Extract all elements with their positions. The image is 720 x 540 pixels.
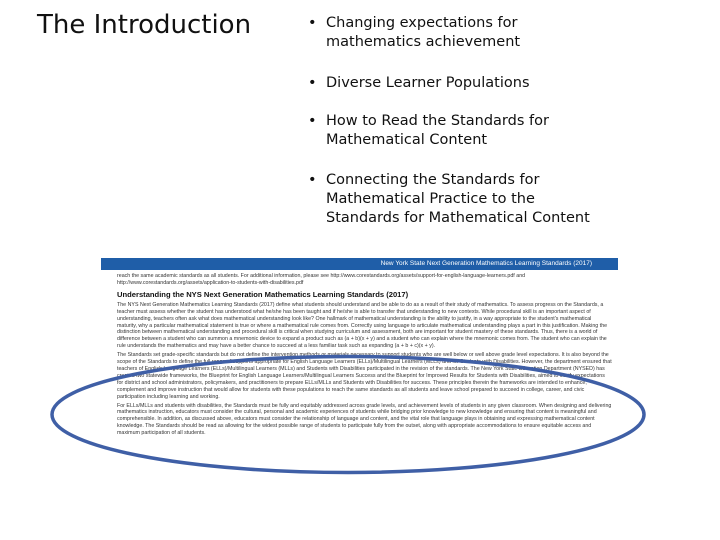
- document-paragraph: The NYS Next Generation Mathematics Learning Standards (2017) define what students should understand and be able to do as a result of their study of mathematics. To assess progress on the Standards, a teacher must assess whether the student has understood what he/she has been taught and if he/she is able to transfer that understanding to new contexts. While procedural skill is an important aspect of understanding, teachers often ask what does mathematical understanding look like? One hallmark of mathematical understanding is the ability to justify, in a way appropriate to the student's mathematical maturity, why a particular mathematical statement is true or where a mathematical rule comes from. Correctly using language to articulate mathematical understanding plays a part in this justification. Making the distinction between mathematical understanding and procedural skill is critical when studying curriculum and assessment, both are important for student mastery of these standards. Thus, there is a world of difference between a student who can summon a mnemonic device to expand a product such as (a + b)(x + y) and a student who can explain where the mnemonic comes from. The student who can explain the rule understands the mathematics and may have a better chance to succeed at a less familiar task such as expanding (a + b + c)(x + y).: [117, 301, 608, 350]
- bullet-text: Changing expectations for mathematics achievement: [326, 15, 521, 50]
- document-paragraph: For ELLs/MLLs and students with disabilities, the Standards must be fully and equitably addressed across grade levels, and achievement levels of students in any given classroom. When designing and delivering mathematics instruction, educators must consider the cultural, personal and academic experiences of students while bridging prior knowledge to new knowledge and ensuring that content is meaningful and comprehensible. In addition, as discussed above, educators must consider the relationship of language and content, and the vital role that language plays in obtaining and expressing mathematical content knowledge. The Standards should be read as allowing for the widest possible range of students to participate fully from the outset, along with appropriate accommodations to ensure equitable access and maximum participation of all students.: [117, 402, 612, 437]
- bullet-glyph: •: [308, 172, 317, 188]
- document-heading: Understanding the NYS Next Generation Mathematics Learning Standards (2017): [117, 289, 409, 299]
- bullet-glyph: •: [308, 15, 317, 31]
- highlight-oval: [48, 353, 648, 476]
- document-header-bar: New York State Next Generation Mathematics Learning Standards (2017): [101, 258, 618, 270]
- bullet-text: Diverse Learner Populations: [326, 75, 530, 91]
- bullet-item: [308, 171, 608, 228]
- slide-title: The Introduction: [37, 10, 252, 40]
- bullet-list: [308, 14, 608, 228]
- bullet-item: [308, 14, 608, 52]
- bullet-text: How to Read the Standards for Mathematical Content: [326, 113, 549, 148]
- bullet-glyph: •: [308, 113, 317, 129]
- oval-outline: [52, 357, 644, 473]
- bullet-text: Connecting the Standards for Mathematical Practice to the Standards for Mathematical Content: [326, 172, 590, 226]
- bullet-item: [308, 112, 608, 150]
- bullet-item: [308, 74, 608, 93]
- bullet-glyph: •: [308, 75, 317, 91]
- document-paragraph: The Standards set grade-specific standards but do not define the intervention methods or materials necessary to support students who are well below or well above grade level expectations. It is also beyond the scope of the Standards to define the full range of supports appropriate for English Language Learners (ELLs)/Multilingual Learners (MLLs) and for Students with Disabilities. However, the department ensured that teachers of English Language Learners (ELLs)/Multilingual Learners (MLLs) and Students with Disabilities participated in the revision of the standards. The New York State Education Department (NYSED) has created two statewide frameworks, the Blueprint for English Language Learners/Multilingual Learners Success and the Blueprint for Improved Results for Students with Disabilities, aimed to clarify expectations for district and school administrators, policymakers, and practitioners to prepare ELLs/MLLs and Students with Disabilities for success. These principles therein the frameworks are intended to enhance, complement and improve instruction that would allow for students with these populations to reach the same standards as all students and leave school prepared to succeed in college, career, and civic participation including learning and working.: [117, 352, 612, 400]
- document-intro: reach the same academic standards as all students. For additional information, please see http://www.corestandards.org/assets/support-for-english-language-learners.pdf and http://www.corestandards.org/assets/application-to-students-with-disabilities.pdf: [117, 273, 526, 286]
